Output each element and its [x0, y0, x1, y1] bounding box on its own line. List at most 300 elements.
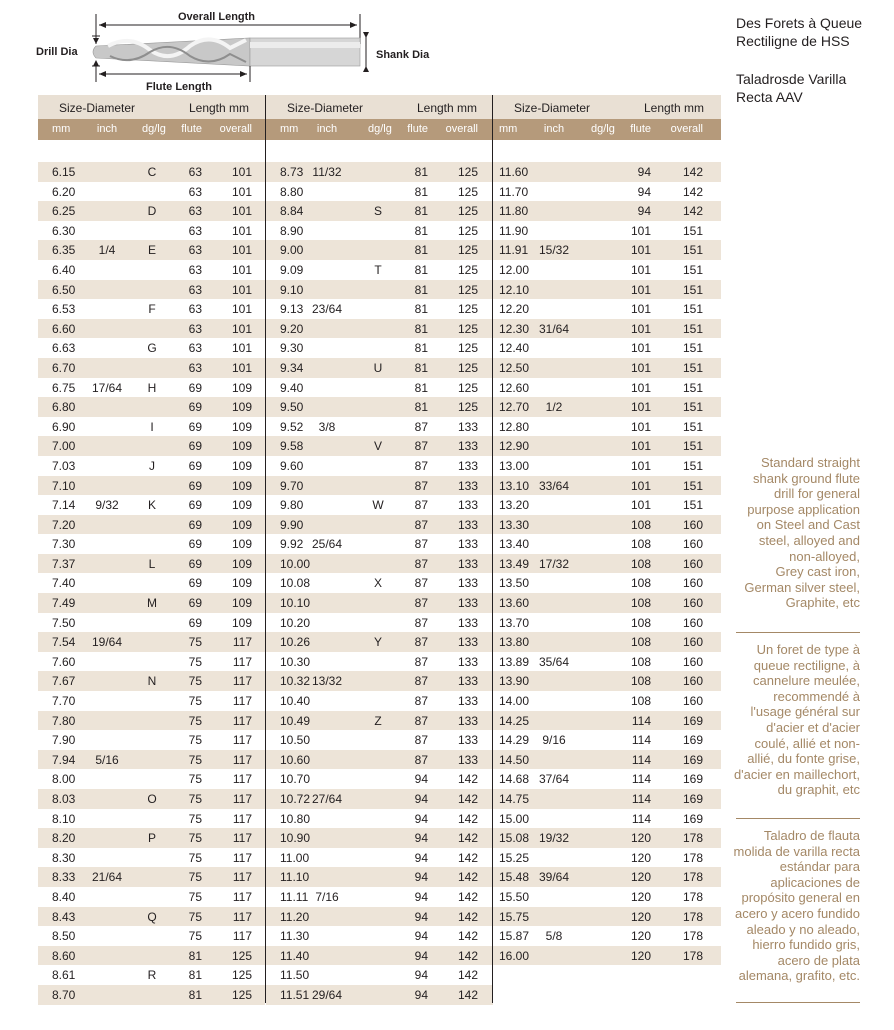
cell-overall: 117 — [232, 752, 252, 767]
cell-mm: 13.50 — [499, 576, 530, 591]
cell-mm: 10.40 — [280, 694, 311, 709]
col-mm: mm — [280, 123, 299, 135]
cell-overall: 133 — [457, 674, 478, 689]
cell-mm: 15.48 — [499, 870, 530, 885]
cell-mm: 10.08 — [280, 576, 311, 591]
table-row — [266, 554, 493, 574]
cell-flute: 63 — [188, 341, 202, 356]
cell-mm: 7.30 — [52, 537, 76, 552]
cell-overall: 133 — [457, 556, 478, 571]
cell-overall: 101 — [231, 223, 252, 238]
cell-overall: 109 — [231, 458, 252, 473]
cell-overall: 151 — [682, 498, 703, 513]
cell-mm: 9.80 — [280, 498, 304, 513]
description-line: allié, du fonte grise, — [747, 751, 860, 767]
table-row — [493, 476, 721, 496]
table-row — [38, 769, 265, 789]
cell-flute: 108 — [630, 635, 651, 650]
cell-dglg: F — [148, 302, 156, 317]
cell-mm: 10.10 — [280, 596, 311, 611]
table-row — [266, 515, 493, 535]
table-row — [38, 436, 265, 456]
table-row — [38, 652, 265, 672]
cell-overall: 125 — [457, 223, 478, 238]
table-row — [266, 397, 493, 417]
header-row-columns — [266, 119, 493, 140]
cell-mm: 9.58 — [280, 439, 304, 454]
cell-inch: 37/64 — [538, 772, 570, 787]
table-row — [493, 358, 721, 378]
spanish-heading-line2: Recta AAV — [736, 89, 803, 105]
cell-flute: 69 — [188, 400, 202, 415]
table-row — [266, 240, 493, 260]
cell-inch: 27/64 — [311, 792, 343, 806]
description-line: non-alloyed, — [789, 548, 860, 564]
description-line: aplicaciones de — [770, 874, 860, 890]
cell-flute: 87 — [414, 458, 428, 473]
cell-overall: 125 — [457, 165, 478, 179]
description-line: l'usage général sur — [750, 704, 860, 720]
cell-overall: 125 — [457, 243, 478, 258]
cell-inch: 21/64 — [91, 870, 123, 885]
cell-flute: 108 — [630, 654, 651, 669]
cell-mm: 12.10 — [499, 282, 530, 297]
table-row — [266, 417, 493, 437]
cell-mm: 7.54 — [52, 635, 76, 650]
cell-mm: 10.32 — [280, 674, 311, 689]
cell-dglg: X — [373, 576, 382, 591]
table-row — [266, 201, 493, 221]
cell-flute: 63 — [188, 223, 202, 238]
cell-flute: 108 — [630, 694, 651, 709]
cell-dglg: U — [373, 360, 383, 375]
cell-flute: 75 — [188, 733, 202, 748]
table-row — [38, 573, 265, 593]
drill-diagram — [0, 0, 450, 92]
cell-mm: 6.63 — [52, 341, 76, 356]
table-row — [38, 240, 265, 260]
cell-mm: 15.08 — [499, 831, 530, 846]
cell-dglg: I — [150, 419, 154, 434]
cell-overall: 133 — [457, 694, 478, 709]
table-rows — [493, 162, 721, 965]
cell-overall: 151 — [682, 262, 703, 277]
cell-overall: 117 — [232, 909, 252, 924]
cell-overall: 151 — [682, 223, 703, 238]
cell-flute: 94 — [414, 831, 428, 846]
cell-overall: 142 — [457, 987, 478, 1002]
cell-mm: 9.70 — [280, 478, 304, 493]
description-line: molida de varilla recta — [733, 843, 860, 859]
cell-overall: 117 — [232, 713, 252, 728]
table-row — [38, 789, 265, 809]
table-row — [266, 378, 493, 398]
table-row — [266, 534, 493, 554]
cell-flute: 114 — [631, 752, 651, 767]
table-row — [266, 867, 493, 887]
cell-mm: 15.75 — [499, 909, 530, 924]
cell-mm: 6.20 — [52, 184, 76, 199]
col-dglg: dg/lg — [368, 123, 392, 135]
cell-flute: 75 — [188, 713, 202, 728]
cell-overall: 142 — [457, 792, 478, 806]
table-rows — [38, 162, 265, 1005]
table-row — [38, 887, 265, 907]
table-row — [266, 299, 493, 319]
cell-dglg: S — [373, 204, 382, 219]
cell-overall: 178 — [682, 850, 703, 865]
cell-flute: 101 — [630, 262, 651, 277]
table-row — [38, 162, 265, 182]
table-row — [493, 240, 721, 260]
cell-flute: 69 — [188, 537, 202, 552]
table-row — [493, 809, 721, 829]
cell-flute: 108 — [630, 556, 651, 571]
table-row — [493, 867, 721, 887]
cell-overall: 117 — [232, 694, 252, 709]
cell-mm: 14.29 — [499, 733, 530, 748]
col-dglg: dg/lg — [591, 123, 615, 135]
cell-flute: 63 — [188, 282, 202, 297]
cell-overall: 133 — [457, 713, 478, 728]
cell-overall: 109 — [231, 419, 252, 434]
cell-overall: 101 — [231, 341, 252, 356]
table-row — [38, 221, 265, 241]
cell-flute: 69 — [188, 498, 202, 513]
cell-flute: 81 — [188, 987, 202, 1002]
cell-flute: 69 — [188, 556, 202, 571]
cell-mm: 7.80 — [52, 713, 76, 728]
cell-flute: 94 — [637, 165, 651, 179]
cell-flute: 69 — [188, 615, 202, 630]
cell-mm: 12.80 — [499, 419, 530, 434]
cell-flute: 120 — [630, 909, 651, 924]
table-row — [38, 378, 265, 398]
cell-flute: 101 — [630, 400, 651, 415]
cell-overall: 117 — [232, 929, 252, 944]
cell-dglg: K — [147, 498, 156, 513]
table-row — [38, 515, 265, 535]
cell-flute: 108 — [630, 576, 651, 591]
table-row — [38, 338, 265, 358]
cell-dglg: N — [147, 674, 157, 689]
cell-flute: 101 — [630, 458, 651, 473]
cell-mm: 8.30 — [52, 850, 76, 865]
cell-overall: 125 — [457, 360, 478, 375]
description-line: d'acier en maillechort, — [733, 766, 860, 782]
table-row — [493, 436, 721, 456]
table-row — [493, 848, 721, 868]
cell-mm: 7.70 — [52, 694, 76, 709]
cell-overall: 125 — [457, 400, 478, 415]
cell-overall: 160 — [682, 576, 703, 591]
cell-inch: 23/64 — [311, 302, 343, 317]
cell-overall: 142 — [457, 948, 478, 963]
cell-flute: 75 — [188, 929, 202, 944]
cell-mm: 11.51 — [280, 987, 310, 1002]
cell-overall: 133 — [457, 596, 478, 611]
table-row — [38, 671, 265, 691]
cell-overall: 151 — [682, 302, 703, 317]
cell-inch: 5/16 — [95, 752, 119, 767]
cell-flute: 120 — [630, 948, 651, 963]
cell-mm: 6.25 — [52, 204, 76, 219]
table-row — [493, 730, 721, 750]
cell-flute: 81 — [414, 380, 428, 395]
cell-inch: 39/64 — [538, 870, 570, 885]
col-inch: inch — [543, 123, 565, 135]
cell-mm: 6.80 — [52, 400, 76, 415]
cell-flute: 120 — [630, 870, 651, 885]
table-row — [266, 691, 493, 711]
cell-flute: 87 — [414, 752, 428, 767]
cell-flute: 81 — [414, 321, 428, 336]
cell-mm: 8.20 — [52, 831, 76, 846]
cell-mm: 11.11 — [280, 889, 309, 904]
table-row — [266, 965, 493, 985]
cell-mm: 11.70 — [499, 184, 529, 199]
cell-overall: 151 — [682, 282, 703, 297]
cell-flute: 75 — [188, 889, 202, 904]
table-row — [266, 162, 493, 182]
cell-mm: 11.30 — [280, 929, 310, 944]
table-row — [38, 750, 265, 770]
cell-mm: 6.70 — [52, 360, 76, 375]
cell-overall: 142 — [682, 184, 703, 199]
cell-inch: 17/32 — [538, 556, 570, 571]
cell-mm: 7.37 — [52, 556, 76, 571]
cell-mm: 11.20 — [280, 909, 310, 924]
cell-inch: 1/2 — [545, 400, 563, 415]
table-row — [266, 769, 493, 789]
table-row — [493, 417, 721, 437]
table-row — [266, 809, 493, 829]
cell-overall: 142 — [457, 870, 478, 885]
drill-size-table — [38, 95, 720, 1003]
cell-overall: 178 — [682, 831, 703, 846]
cell-mm: 12.20 — [499, 302, 530, 317]
cell-flute: 94 — [414, 987, 428, 1002]
cell-flute: 69 — [188, 517, 202, 532]
cell-mm: 6.90 — [52, 419, 76, 434]
table-row — [493, 593, 721, 613]
table-row — [266, 593, 493, 613]
cell-flute: 75 — [188, 811, 202, 826]
description-line: acero de plata — [777, 952, 860, 968]
table-row — [493, 789, 721, 809]
cell-overall: 133 — [457, 478, 478, 493]
cell-overall: 125 — [231, 948, 252, 963]
header-row-groups — [266, 95, 493, 119]
cell-overall: 142 — [457, 909, 478, 924]
cell-mm: 13.89 — [499, 654, 530, 669]
cell-flute: 75 — [188, 694, 202, 709]
cell-overall: 169 — [682, 772, 703, 787]
cell-mm: 14.25 — [499, 713, 530, 728]
cell-overall: 117 — [232, 654, 252, 669]
cell-flute: 69 — [188, 596, 202, 611]
cell-overall: 142 — [457, 772, 478, 787]
table-row — [266, 436, 493, 456]
cell-overall: 109 — [231, 615, 252, 630]
description-line: recommendé à — [773, 688, 860, 704]
cell-mm: 12.90 — [499, 439, 530, 454]
cell-overall: 101 — [231, 165, 252, 179]
table-row — [493, 280, 721, 300]
cell-overall: 109 — [231, 439, 252, 454]
cell-overall: 151 — [682, 341, 703, 356]
cell-mm: 11.00 — [280, 850, 310, 865]
cell-mm: 6.53 — [52, 302, 76, 317]
cell-flute: 94 — [414, 850, 428, 865]
cell-flute: 87 — [414, 694, 428, 709]
cell-mm: 10.00 — [280, 556, 311, 571]
spanish-heading — [736, 70, 846, 106]
cell-overall: 133 — [457, 419, 478, 434]
description-line: acero y acero fundido — [734, 905, 860, 921]
cell-overall: 142 — [457, 850, 478, 865]
table-row — [266, 887, 493, 907]
table-row — [493, 769, 721, 789]
table-row — [493, 750, 721, 770]
cell-mm: 9.00 — [280, 243, 304, 258]
col-inch: inch — [96, 123, 118, 135]
cell-inch: 9/32 — [95, 498, 119, 513]
cell-mm: 8.90 — [280, 223, 304, 238]
cell-flute: 69 — [188, 380, 202, 395]
cell-flute: 63 — [188, 302, 202, 317]
cell-overall: 125 — [457, 184, 478, 199]
cell-flute: 101 — [630, 321, 651, 336]
table-row — [493, 613, 721, 633]
cell-mm: 6.60 — [52, 321, 76, 336]
cell-flute: 114 — [631, 713, 651, 728]
cell-overall: 169 — [682, 733, 703, 748]
cell-mm: 8.03 — [52, 792, 76, 806]
cell-flute: 63 — [188, 184, 202, 199]
cell-mm: 12.70 — [499, 400, 530, 415]
cell-overall: 151 — [682, 321, 703, 336]
cell-flute: 120 — [630, 850, 651, 865]
cell-flute: 81 — [414, 302, 428, 317]
cell-dglg: P — [147, 831, 156, 846]
cell-mm: 6.40 — [52, 262, 76, 277]
description-line: Graphite, etc — [785, 595, 860, 611]
col-overall: overall — [445, 123, 478, 135]
cell-mm: 6.75 — [52, 380, 76, 395]
length-mm-header: Length mm — [643, 101, 705, 115]
cell-mm: 7.60 — [52, 654, 76, 669]
description-spanish — [722, 828, 860, 984]
cell-mm: 7.67 — [52, 674, 76, 689]
cell-flute: 94 — [637, 204, 651, 219]
cell-mm: 6.35 — [52, 243, 76, 258]
table-row — [493, 632, 721, 652]
cell-flute: 101 — [630, 282, 651, 297]
cell-mm: 6.50 — [52, 282, 76, 297]
table-row — [266, 848, 493, 868]
table-row — [38, 201, 265, 221]
cell-mm: 9.90 — [280, 517, 304, 532]
cell-mm: 16.00 — [499, 948, 530, 963]
cell-overall: 151 — [682, 380, 703, 395]
table-row — [266, 652, 493, 672]
cell-flute: 101 — [630, 223, 651, 238]
col-overall: overall — [219, 123, 252, 135]
table-row — [266, 789, 493, 809]
cell-overall: 125 — [457, 282, 478, 297]
cell-flute: 81 — [414, 243, 428, 258]
cell-mm: 8.00 — [52, 772, 76, 787]
cell-flute: 120 — [630, 831, 651, 846]
table-row — [38, 711, 265, 731]
cell-overall: 109 — [231, 498, 252, 513]
description-line: shank ground flute — [753, 470, 860, 486]
cell-overall: 151 — [682, 458, 703, 473]
cell-overall: 133 — [457, 615, 478, 630]
cell-mm: 13.49 — [499, 556, 530, 571]
table-row — [266, 260, 493, 280]
table-row — [38, 632, 265, 652]
cell-mm: 14.68 — [499, 772, 530, 787]
cell-overall: 125 — [231, 968, 252, 983]
cell-flute: 101 — [630, 243, 651, 258]
shank-dia-label: Shank Dia — [376, 49, 430, 61]
cell-flute: 75 — [188, 772, 202, 787]
header-row-columns — [493, 119, 721, 140]
cell-mm: 15.25 — [499, 850, 530, 865]
table-row — [493, 691, 721, 711]
table-row — [493, 495, 721, 515]
cell-flute: 108 — [630, 537, 651, 552]
cell-mm: 8.10 — [52, 811, 76, 826]
cell-overall: 151 — [682, 478, 703, 493]
cell-flute: 94 — [414, 792, 428, 806]
cell-mm: 13.30 — [499, 517, 530, 532]
cell-overall: 125 — [457, 262, 478, 277]
cell-mm: 10.30 — [280, 654, 311, 669]
cell-overall: 133 — [457, 576, 478, 591]
table-row — [493, 926, 721, 946]
cell-flute: 108 — [630, 517, 651, 532]
description-line: steel, alloyed and — [758, 532, 860, 548]
cell-flute: 69 — [188, 419, 202, 434]
cell-flute: 63 — [188, 243, 202, 258]
cell-mm: 8.70 — [52, 987, 76, 1002]
cell-overall: 178 — [682, 889, 703, 904]
cell-flute: 87 — [414, 713, 428, 728]
cell-overall: 125 — [457, 380, 478, 395]
cell-overall: 109 — [231, 478, 252, 493]
cell-flute: 75 — [188, 870, 202, 885]
cell-dglg: L — [148, 556, 156, 571]
cell-mm: 7.40 — [52, 576, 76, 591]
french-heading — [736, 14, 862, 50]
cell-overall: 109 — [231, 537, 252, 552]
divider — [736, 818, 860, 819]
table-row — [493, 671, 721, 691]
table-row — [266, 182, 493, 202]
description-line: du graphit, etc — [777, 782, 860, 798]
table-row — [38, 848, 265, 868]
cell-mm: 8.40 — [52, 889, 76, 904]
cell-mm: 9.09 — [280, 262, 304, 277]
cell-flute: 87 — [414, 654, 428, 669]
cell-dglg: H — [147, 380, 157, 395]
cell-overall: 117 — [232, 772, 252, 787]
table-row — [493, 554, 721, 574]
overall-length-label: Overall Length — [178, 11, 256, 23]
